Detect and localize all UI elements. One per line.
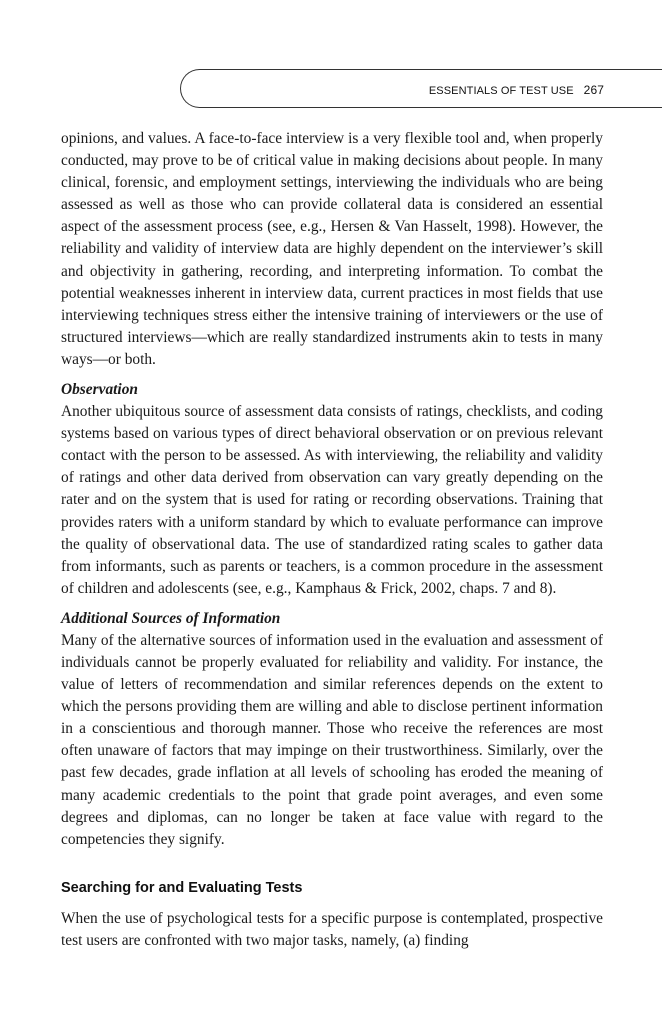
section-heading-searching: Searching for and Evaluating Tests: [61, 879, 303, 896]
paragraph-interview: opinions, and values. A face-to-face interview is a very flexible tool and, when properly conducted, may prove to be of critical value in making decisions about people. In many clinical, forensic, and employment settings, interviewing the individuals who are being assessed as well as those who can provide collateral data is considered an essential aspect of the assessment process (see, e.g., Hersen & Van Hasselt, 1998). However, the reliability and validity of interview data are highly dependent on the interviewer’s skill and objectivity in gathering, recording, and interpreting information. To combat the potential weaknesses inherent in interview data, current practices in most fields that use interviewing techniques stress either the intensive training of interviewers or the use of structured interviews—which are really standardized instruments akin to tests in many ways—or both.: [61, 130, 603, 368]
page-body: [61, 128, 603, 952]
page-number: 267: [583, 83, 604, 97]
paragraph-searching: When the use of psychological tests for a specific purpose is contemplated, prospective test users are confronted with two major tasks, namely, (a) finding: [61, 909, 603, 949]
running-head-title: ESSENTIALS OF TEST USE: [428, 85, 574, 97]
paragraph-additional-sources: Many of the alternative sources of information used in the evaluation and assessment of individuals cannot be properly evaluated for reliability and validity. For instance, the value of letters of recommendation and similar references depends on the extent to which the persons providing them are willing and able to disclose pertinent information in a conscientious and thorough manner. Those who receive the references are most often unaware of factors that may impinge on their trustworthiness. Similarly, over the past few decades, grade inflation at all levels of schooling has eroded the meaning of many academic credentials to the point that grade point averages, and even some degrees and diplomas, can no longer be taken at face value with regard to the competencies they signify.: [61, 631, 603, 848]
subheading-additional-sources: Additional Sources of Information: [61, 609, 281, 627]
running-header: [429, 83, 604, 97]
subheading-observation: Observation: [61, 381, 138, 399]
paragraph-observation: Another ubiquitous source of assessment data consists of ratings, checklists, and coding systems based on various types of direct behavioral observation or on previous relevant contact with the person to be assessed. As with interviewing, the reliability and validity of ratings and other data derived from observation can vary greatly depending on the rater and on the system that is used for rating or recording observations. Training that provides raters with a uniform standard by which to evaluate performance can improve the quality of observational data. The use of standardized rating scales to gather data from informants, such as parents or teachers, is a common procedure in the assessment of children and adolescents (see, e.g., Kamphaus & Frick, 2002, chaps. 7 and 8).: [61, 403, 603, 597]
